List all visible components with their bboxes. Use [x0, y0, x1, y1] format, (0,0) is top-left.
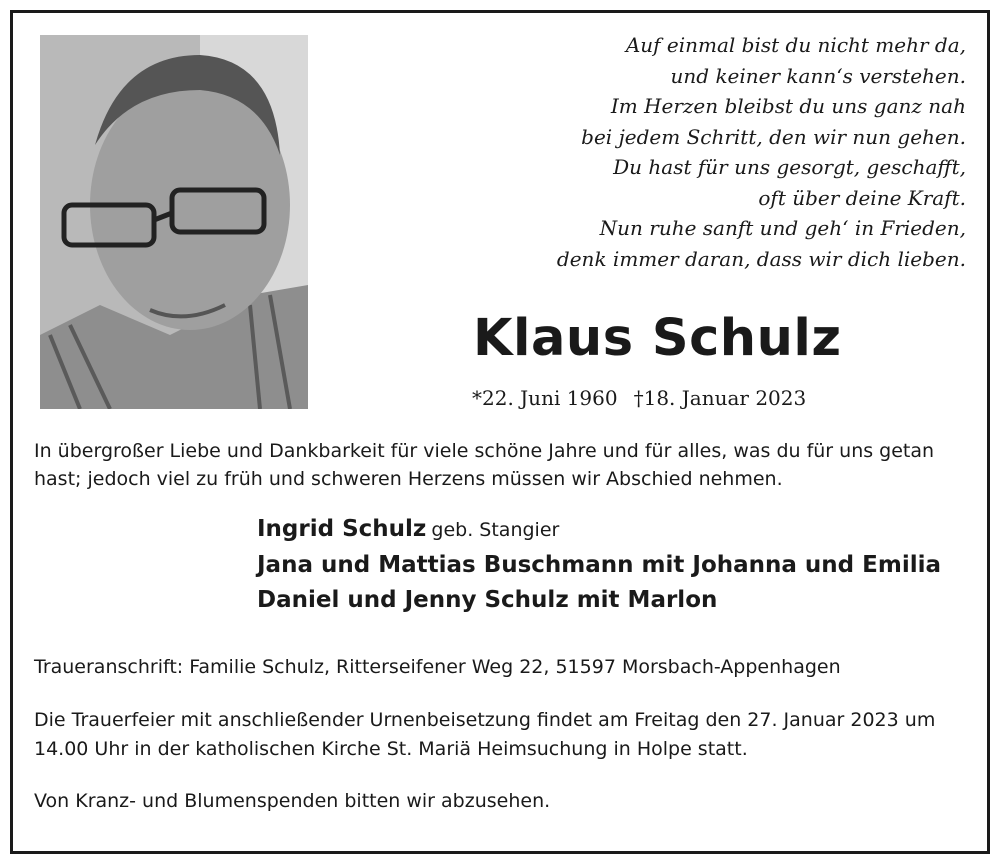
family-member-name: Ingrid Schulz — [257, 516, 427, 542]
ceremony-info: Die Trauerfeier mit anschließender Urnenbeisetzung findet am Freitag den 27. Januar 2023 um 14.00 Uhr in der katholischen Kirche St. Mariä Heimsuchung in Holpe statt. — [34, 709, 936, 760]
poem-line: oft über deine Kraft. — [758, 185, 966, 210]
deceased-name: Klaus Schulz — [473, 309, 842, 368]
poem-line: Im Herzen bleibst du uns ganz nah — [610, 94, 966, 118]
death-date: †18. Januar 2023 — [633, 386, 807, 410]
family-list — [257, 512, 941, 618]
intro-text: In übergroßer Liebe und Dankbarkeit für viele schöne Jahre und für alles, was du für uns getan hast; jedoch viel zu früh und schweren Herzens müssen wir Abschied nehmen. — [34, 440, 935, 490]
portrait-photo — [40, 35, 308, 409]
birth-date: *22. Juni 1960 — [472, 386, 618, 410]
poem-line: denk immer daran, dass wir dich lieben. — [556, 246, 966, 271]
flower-note: Von Kranz- und Blumenspenden bitten wir abzusehen. — [34, 790, 551, 812]
poem — [557, 30, 966, 274]
poem-line: und keiner kann‘s verstehen. — [670, 63, 966, 88]
family-row: Daniel und Jenny Schulz mit Marlon — [257, 587, 718, 613]
poem-line: Du hast für uns gesorgt, geschafft, — [613, 155, 966, 179]
poem-line: Auf einmal bist du nicht mehr da, — [625, 33, 966, 57]
poem-line: bei jedem Schritt, den wir nun gehen. — [581, 124, 966, 149]
poem-line: Nun ruhe sanft und geh‘ in Frieden, — [599, 216, 966, 240]
life-dates — [472, 386, 806, 410]
family-row: Jana und Mattias Buschmann mit Johanna und Emilia — [257, 552, 941, 578]
family-row — [257, 512, 941, 548]
maiden-name: geb. Stangier — [431, 519, 560, 541]
mourning-address: Traueranschrift: Familie Schulz, Ritterseifener Weg 22, 51597 Morsbach-Appenhagen — [34, 656, 841, 678]
